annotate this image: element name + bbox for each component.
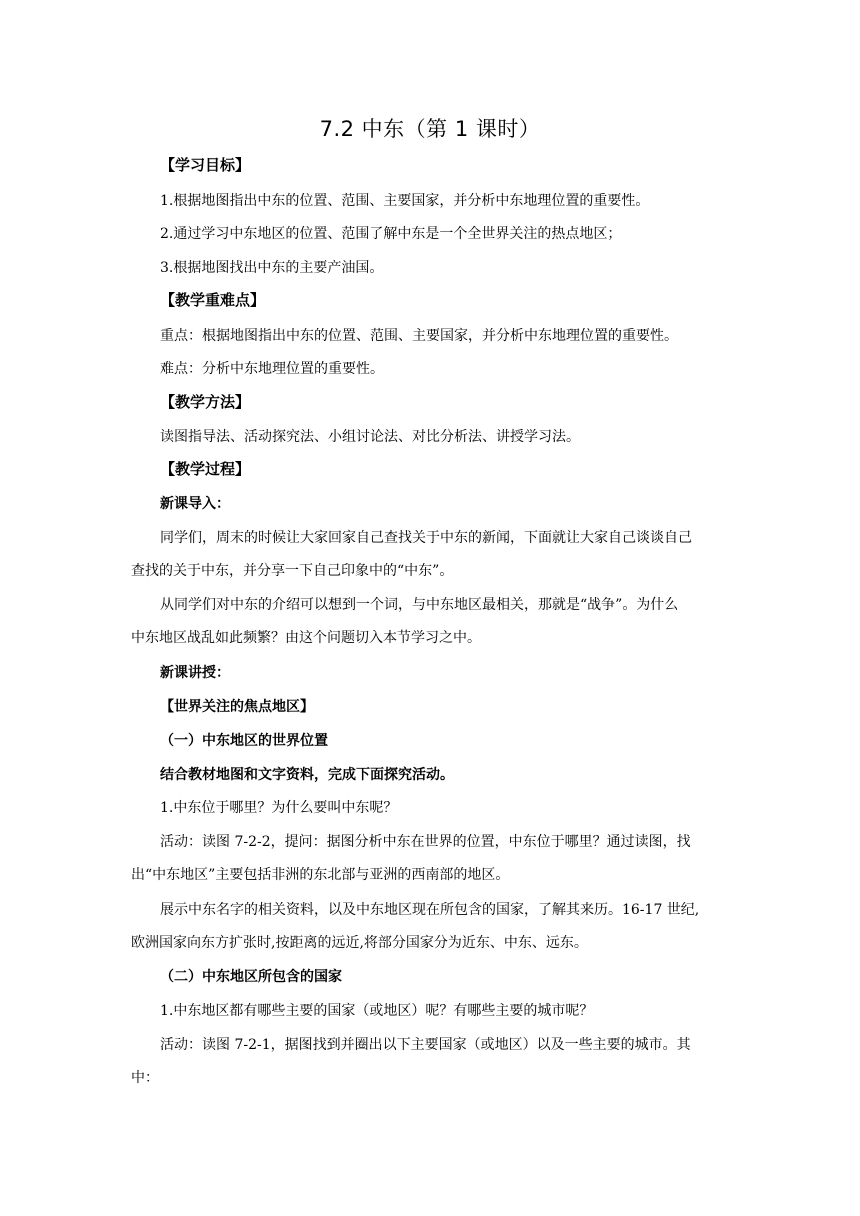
goal-item-2: 2.通过学习中东地区的位置、范围了解中东是一个全世界关注的热点地区； [160, 226, 622, 242]
section-heading-process: 【教学过程】 [160, 460, 251, 478]
focus-region-heading: 【世界关注的焦点地区】 [160, 699, 314, 715]
section-heading-methods: 【教学方法】 [160, 393, 251, 411]
section-heading-goals: 【学习目标】 [160, 156, 251, 174]
activity-1-line-2: 出“中东地区”主要包括非洲的东北部与亚洲的西南部的地区。 [131, 867, 510, 883]
lecture-heading: 新课讲授： [160, 665, 230, 681]
activity-2-line-1: 活动：读图 7-2-1，据图找到并圈出以下主要国家（或地区）以及一些主要的城市。其 [160, 1037, 691, 1053]
activity-2-line-2: 中： [131, 1070, 159, 1086]
key-point-1: 重点：根据地图指出中东的位置、范围、主要国家，并分析中东地理位置的重要性。 [160, 328, 678, 344]
page-title: 7.2 中东（第 1 课时） [319, 117, 541, 141]
part-one-heading: （一）中东地区的世界位置 [160, 733, 328, 749]
goal-item-1: 1.根据地图指出中东的位置、范围、主要国家，并分析中东地理位置的重要性。 [160, 193, 650, 209]
part-two-heading: （二）中东地区所包含的国家 [160, 969, 342, 985]
question-1: 1.中东位于哪里？为什么要叫中东呢？ [160, 800, 398, 816]
part-one-task: 结合教材地图和文字资料，完成下面探究活动。 [160, 767, 454, 783]
intro-heading: 新课导入： [160, 496, 230, 512]
question-2: 1.中东地区都有哪些主要的国家（或地区）呢？有哪些主要的城市呢？ [160, 1003, 594, 1019]
background-line-1: 展示中东名字的相关资料，以及中东地区现在所包含的国家，了解其来历。16-17 世纪, [160, 902, 700, 918]
goal-item-3: 3.根据地图找出中东的主要产油国。 [160, 260, 384, 276]
methods-text: 读图指导法、活动探究法、小组讨论法、对比分析法、讲授学习法。 [160, 429, 580, 445]
intro-paragraph-1-line-2: 查找的关于中东，并分享一下自己印象中的“中东”。 [131, 563, 454, 579]
activity-1-line-1: 活动：读图 7-2-2，提问：据图分析中东在世界的位置，中东位于哪里？通过读图，找 [160, 834, 691, 850]
intro-paragraph-2-line-1: 从同学们对中东的介绍可以想到一个词，与中东地区最相关，那就是“战争”。为什么 [160, 597, 679, 613]
key-point-2: 难点：分析中东地理位置的重要性。 [160, 361, 384, 377]
intro-paragraph-1-line-1: 同学们，周末的时候让大家回家自己查找关于中东的新闻，下面就让大家自己谈谈自己 [160, 530, 692, 546]
background-line-2: 欧洲国家向东方扩张时,按距离的远近,将部分国家分为近东、中东、远东。 [131, 935, 588, 951]
intro-paragraph-2-line-2: 中东地区战乱如此频繁？由这个问题切入本节学习之中。 [131, 630, 481, 646]
section-heading-key-points: 【教学重难点】 [160, 291, 266, 309]
